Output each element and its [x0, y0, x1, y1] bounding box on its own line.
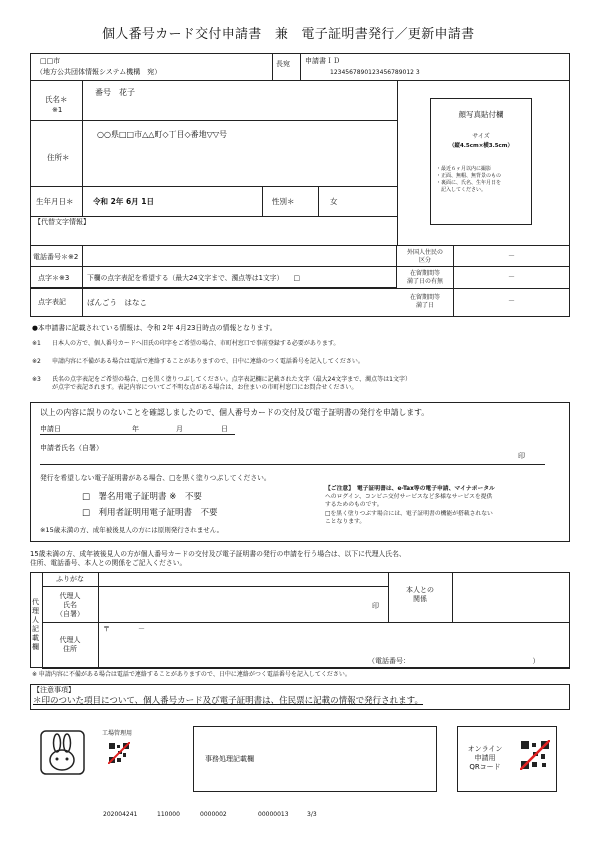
addressee-label: 長宛 [276, 60, 290, 68]
birth-value: 令和 2年 6月 1日 [93, 197, 154, 206]
photo-title: 顔写真貼付欄 [458, 110, 504, 119]
photo-note: ・裏面に、氏名、生年月日を [436, 180, 502, 186]
proxy-intro: 15歳未満の方、成年被後見人の方が個人番号カードの交付及び電子証明書の発行の申請を行う場合は、以下に代理人氏名、 [30, 550, 406, 558]
footer-code: 0000002 [200, 811, 227, 818]
seal-mark: 印 [518, 452, 525, 460]
proxy-phone: （電話番号： ） [368, 657, 540, 665]
confirmation-box [30, 402, 570, 542]
application-id-value: 1234567890123456789012 3 [330, 69, 420, 76]
name-value: 番号 花子 [95, 88, 135, 97]
cert-info: □を黒く塗りつぶす場合には、電子証明書の機能が搭載されない [325, 511, 493, 517]
proxy-name-label: 氏名 [63, 601, 77, 609]
proxy-side-label: 載 [32, 634, 39, 642]
photo-size-label: サイズ [472, 133, 490, 140]
birth-label: 生年月日＊ [36, 197, 74, 206]
proxy-zip: 〒 － [103, 625, 145, 633]
proxy-note: ※ 申請内容に不備がある場合は電話で連絡することがありますので、日中に連絡がつく電話番号を記入してください。 [32, 671, 351, 678]
proxy-side-label: 記 [32, 625, 39, 633]
note-mark: ※2 [32, 358, 41, 365]
tenji-label: 点字＊※3 [38, 274, 70, 282]
proxy-name-label: 代理人 [59, 592, 81, 600]
address-value: ○○県□□市△△町◇丁目◇番地▽▽号 [97, 130, 227, 139]
photo-note: 記入してください。 [436, 187, 487, 193]
stay-end-value: － [508, 297, 515, 305]
note-text: 氏名の点字表記をご希望の場合、□を黒く塗りつぶしてください。点字表記欄に記載された文字（最大24文字まで、濁点等は1文字） [52, 376, 412, 383]
note-text: 日本人の方で、個人番号カードへ旧氏の印字をご希望の場合、市町村窓口で事前登録する必要があります。 [52, 340, 340, 347]
name-label: 氏名＊ [45, 95, 68, 104]
proxy-intro: 住所、電話番号、本人との関係をご記入ください。 [30, 559, 187, 567]
city-label: □□市 [40, 57, 61, 65]
proxy-address-label: 代理人 [59, 636, 81, 644]
alt-chars-label: 【代替文字情報】 [34, 218, 90, 226]
cert-info: 【ご注意】 電子証明書は、e-Tax等の電子申請、マイナポータル [325, 486, 495, 492]
day-label: 日 [221, 425, 228, 433]
caution-heading: 【注意事項】 [33, 686, 75, 694]
relation-label: 関係 [413, 595, 427, 603]
note-mark: ※3 [32, 376, 41, 383]
phone-label: 電話番号＊※2 [33, 253, 79, 261]
cert-info: ことなります。 [325, 519, 366, 525]
stay-label: 満了日の有無 [406, 278, 443, 285]
mynumber-mascot-logo [40, 730, 85, 775]
stay-end-label: 在留期間等 [409, 294, 440, 301]
factory-label: 工場管理用 [102, 730, 133, 737]
info-line: ●本申請書に記載されている情報は、令和 2年 4月23日時点の情報となります。 [32, 324, 277, 332]
proxy-address-label: 住所 [63, 645, 77, 653]
stay-end-label: 満了日 [415, 302, 434, 309]
no-certificate-text: 発行を希望しない電子証明書がある場合、□を黒く塗りつぶしてください。 [40, 474, 271, 482]
footer-code: 202004241 [103, 811, 138, 818]
furigana-label: ふりがな [56, 575, 84, 583]
tenji-value: 下欄の点字表記を希望する（最大24文字まで、濁点等は1文字） □ [87, 274, 300, 282]
online-qr-icon [520, 740, 550, 770]
office-label: 事務処理記載欄 [205, 755, 254, 763]
page-title: 個人番号カード交付申請書 兼 電子証明書発行／更新申請書 [102, 27, 475, 42]
note-mark: ※1 [32, 340, 41, 347]
application-id-label: 申請書ＩＤ [305, 57, 340, 65]
foreign-label: 外国人住民の [406, 249, 443, 256]
proxy-side-label: 理 [32, 607, 39, 615]
signature-label: 申請者氏名（自署） [40, 444, 103, 452]
confirm-text: 以上の内容に誤りのないことを確認しましたので、個人番号カードの交付及び電子証明書の発行を申請します。 [40, 408, 430, 417]
stay-value: － [508, 273, 515, 281]
cert-info: するためのものです。 [325, 502, 383, 508]
stay-label: 在留期間等 [409, 270, 440, 277]
proxy-side-label: 代 [32, 598, 39, 606]
address-label: 住所＊ [47, 153, 70, 162]
user-cert-option[interactable]: □ 利用者証明用電子証明書 不要 [82, 508, 218, 518]
cert-info: へのログイン、コンビニ交付サービスなど多様なサービスを提供 [325, 494, 493, 500]
proxy-side-label: 欄 [32, 643, 39, 651]
name-note: ※1 [52, 106, 63, 114]
online-label: オンライン [467, 745, 503, 753]
signing-cert-option[interactable]: □ 署名用電子証明書 ※ 不要 [82, 492, 202, 502]
note-text: 申請内容に不備がある場合は電話で連絡することがありますので、日中に連絡のつく電話番号を記入してください。 [52, 358, 364, 365]
year-label: 年 [132, 425, 139, 433]
online-label: 申請用 [474, 754, 496, 762]
foreign-label: 区分 [418, 257, 431, 264]
age-note: ※15歳未満の方、成年被後見人の方には原則発行されません。 [40, 526, 224, 534]
sex-value: 女 [330, 197, 338, 206]
factory-qr-icon [108, 742, 130, 764]
photo-note: ・正面、無帽、無背景のもの [436, 173, 502, 179]
caution-text: ＊印のついた項目について、個人番号カード及び電子証明書は、住民票に記載の情報で発行されます。 [33, 696, 423, 706]
online-label: QRコード [469, 763, 501, 771]
month-label: 月 [176, 425, 183, 433]
proxy-name-label: （自署） [56, 610, 84, 618]
tenji-notation-value: ばんごう はなこ [87, 298, 147, 307]
relation-label: 本人との [406, 586, 434, 594]
photo-note: ・最近６ヶ月以内に撮影 [436, 166, 492, 172]
foreign-value: － [508, 252, 515, 260]
proxy-seal: 印 [372, 602, 379, 610]
org-label: （地方公共団体情報システム機構 宛） [36, 68, 162, 76]
photo-size-value: （縦4.5cm×横3.5cm） [448, 143, 514, 149]
proxy-side-label: 人 [32, 616, 39, 624]
page-number: 3/3 [307, 811, 317, 818]
tenji-notation-label: 点字表記 [38, 298, 66, 306]
footer-code: 110000 [157, 811, 180, 818]
footer-code: 00000013 [258, 811, 289, 818]
date-label: 申請日 [40, 425, 61, 433]
note-text: が点字で表記されます。表記内容についてご不明な点がある場合は、お住まいの市町村窓口にお問合せください。 [52, 384, 358, 391]
sex-label: 性別＊ [272, 197, 295, 206]
